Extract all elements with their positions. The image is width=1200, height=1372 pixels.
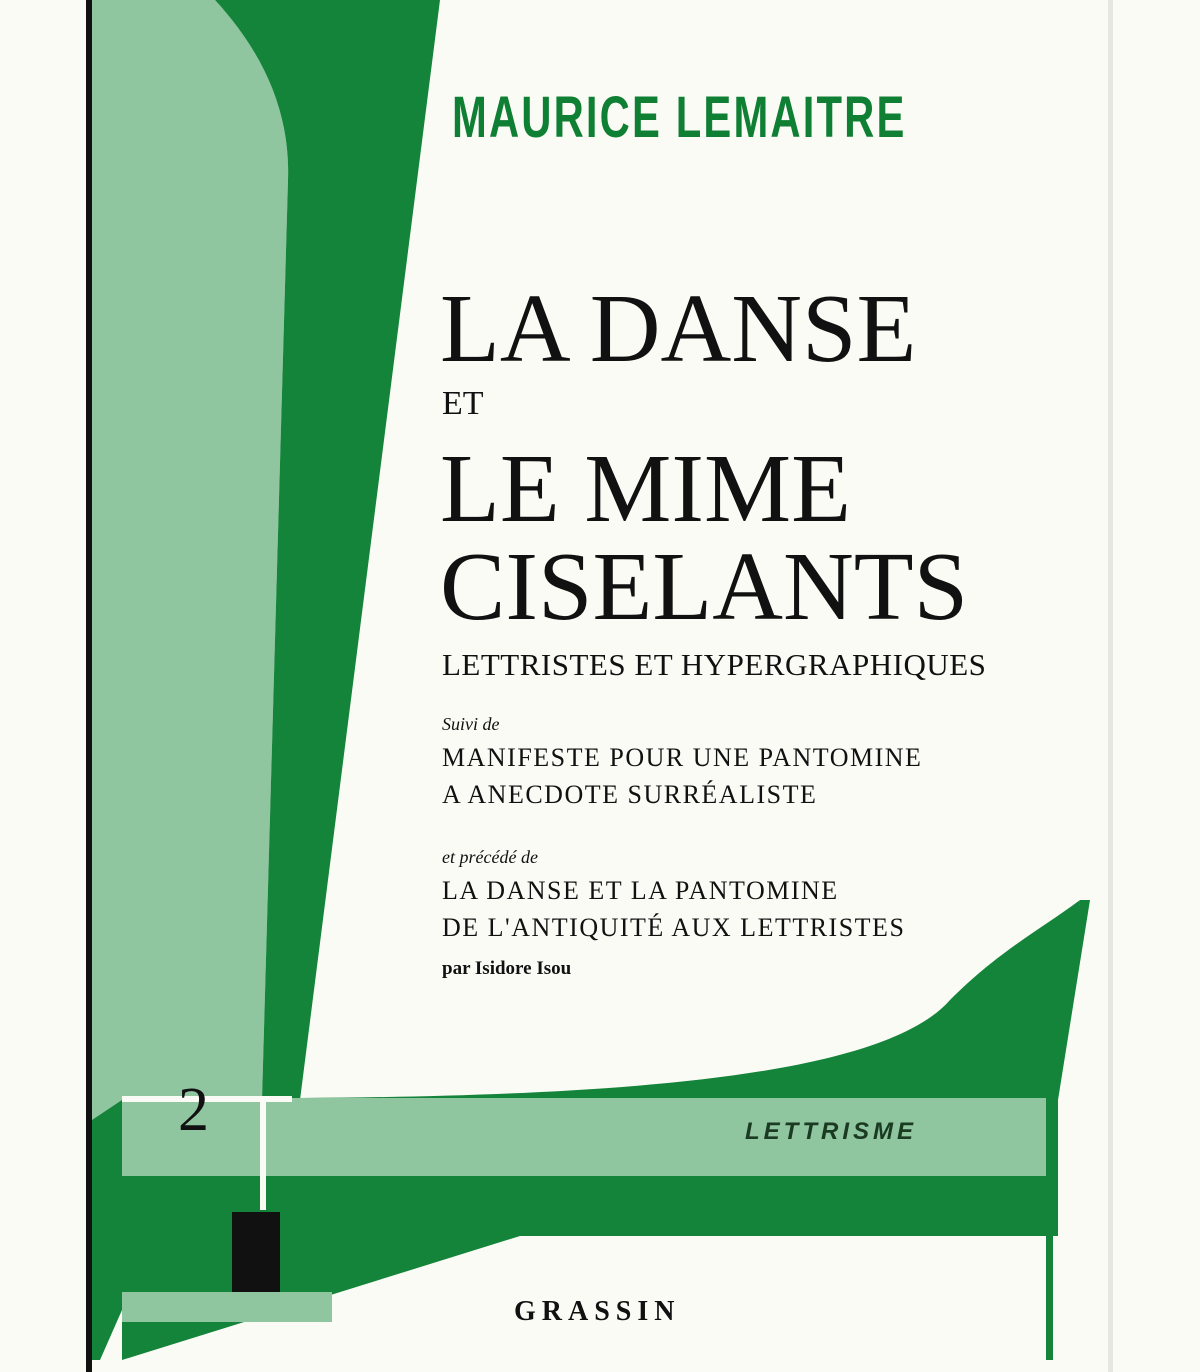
subtitle: LETTRISTES ET HYPERGRAPHIQUES: [442, 647, 987, 682]
tint-block-bottom: [122, 1292, 332, 1322]
title-line-3: CISELANTS: [440, 533, 969, 641]
suivi-line-2: A ANECDOTE SURRÉALISTE: [442, 780, 818, 809]
title-line-2: LE MIME: [440, 435, 851, 543]
precede-author: par Isidore Isou: [442, 958, 572, 979]
left-frame-edge: [86, 0, 92, 1372]
volume-number: 2: [178, 1076, 209, 1144]
title-line-1: LA DANSE: [440, 275, 917, 383]
precede-label: et précédé de: [442, 847, 538, 867]
right-vertical-line: [1046, 960, 1053, 1360]
precede-line-1: LA DANSE ET LA PANTOMINE: [442, 876, 839, 905]
series-name: LETTRISME: [745, 1118, 917, 1145]
precede-line-2: DE L'ANTIQUITÉ AUX LETTRISTES: [442, 913, 906, 942]
black-block: [232, 1212, 280, 1292]
suivi-label: Suivi de: [442, 714, 500, 734]
suivi-line-1: MANIFESTE POUR UNE PANTOMINE: [442, 743, 923, 772]
title-conjunction: ET: [442, 385, 484, 422]
publisher-name: GRASSIN: [514, 1296, 681, 1327]
right-frame-edge: [1108, 0, 1113, 1372]
white-vertical-line: [260, 1100, 266, 1210]
author-name: MAURICE LEMAITRE: [452, 85, 907, 150]
